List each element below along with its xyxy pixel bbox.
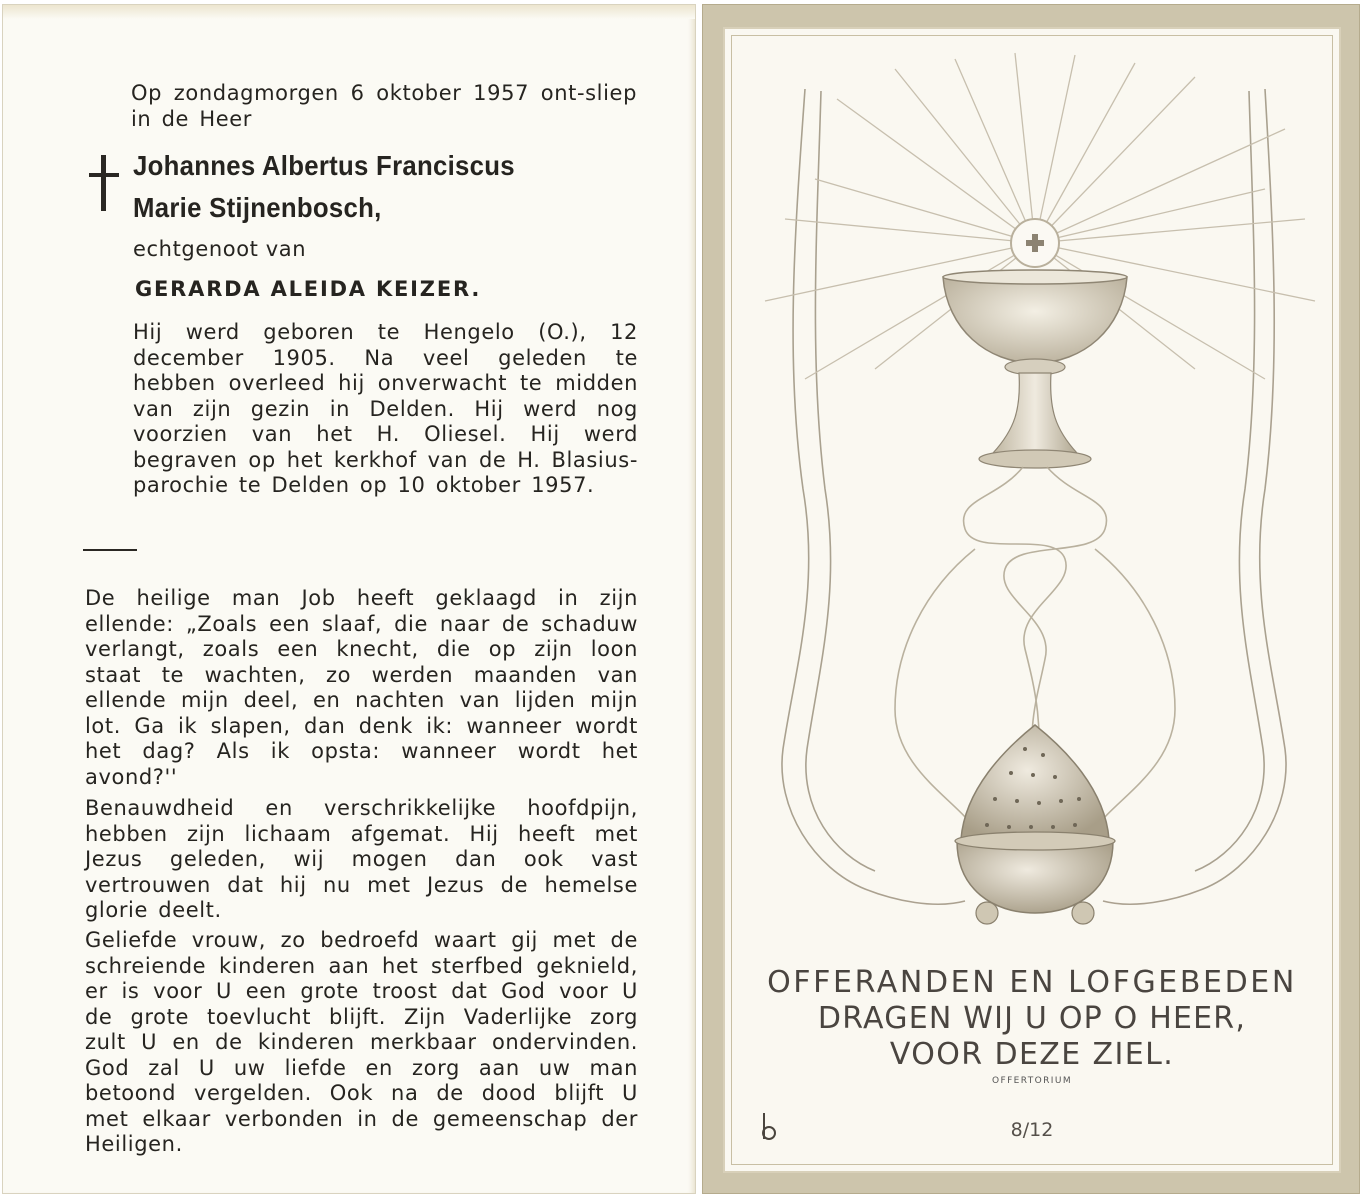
devotional-image-card	[702, 4, 1360, 1194]
section-divider	[83, 549, 137, 551]
spouse-name: GERARDA ALEIDA KEIZER.	[135, 277, 482, 301]
job-quote-paragraph: De heilige man Job heeft geklaagd in zijn ellende: „Zoals een slaaf, die naar de schaduw verlangt, zoals een knecht, die op zijn loon staat te wachten, zo werden maanden van ellende mijn deel, en nachten van lijden mijn lot. Ga ik slapen, dan denk ik: wanneer wordt het dag? Als ik opsta: wanneer wordt het avond?''	[85, 586, 638, 789]
host	[1011, 219, 1059, 267]
memorial-text-card	[2, 4, 696, 1194]
caption-source: OFFERTORIUM	[992, 1076, 1072, 1086]
cross-icon	[89, 155, 119, 213]
death-announcement: Op zondagmorgen 6 oktober 1957 ont-sliep in de Heer	[131, 81, 637, 131]
caption-line1: OFFERANDEN EN LOFGEBEDEN	[767, 965, 1297, 1000]
caption-line2: DRAGEN WIJ U OP O HEER,	[817, 1001, 1247, 1036]
censer	[955, 725, 1115, 924]
card-number: 8/12	[1010, 1119, 1054, 1141]
chalice	[943, 270, 1127, 468]
artist-monogram-icon	[757, 1111, 779, 1143]
suffering-paragraph: Benauwdheid en verschrikkelijke hoofdpijn, hebben zijn lichaam afgemat. Hij heeft met Jezus geleden, wij mogen dan ook vast vertrouwen dat hij nu met Jezus de hemelse glorie deelt.	[85, 796, 638, 922]
spouse-label: echtgenoot van	[133, 237, 307, 261]
image-panel	[723, 27, 1341, 1173]
deceased-name	[133, 145, 611, 229]
consolation-paragraph: Geliefde vrouw, zo bedroefd waart gij met de schreiende kinderen aan het sterfbed geknield, er is voor U een grote troost dat God voor U de grote toevlucht blijft. Zijn Vaderlijke zorg zult U en de kinderen merkbaar ondervinden. God zal U uw liefde en zorg aan uw man betoond vergelden. Ook na de dood blijft U met elkaar verbonden in de gemeenschap der Heiligen.	[85, 928, 638, 1156]
card-fold-shadow	[3, 5, 695, 19]
deceased-name-line1: Johannes Albertus Franciscus	[133, 150, 515, 181]
biography-paragraph: Hij werd geboren te Hengelo (O.), 12 december 1905. Na veel geleden te hebben overleed hij onverwacht te midden van zijn gezin in Delden. Hij werd nog voorzien van het H. Oliesel. Hij werd begraven op het kerkhof van de H. Blasius-parochie te Delden op 10 oktober 1957.	[133, 320, 638, 497]
caption-line3: VOOR DEZE ZIEL.	[889, 1037, 1175, 1072]
deceased-name-line2: Marie Stijnenbosch,	[133, 192, 382, 223]
